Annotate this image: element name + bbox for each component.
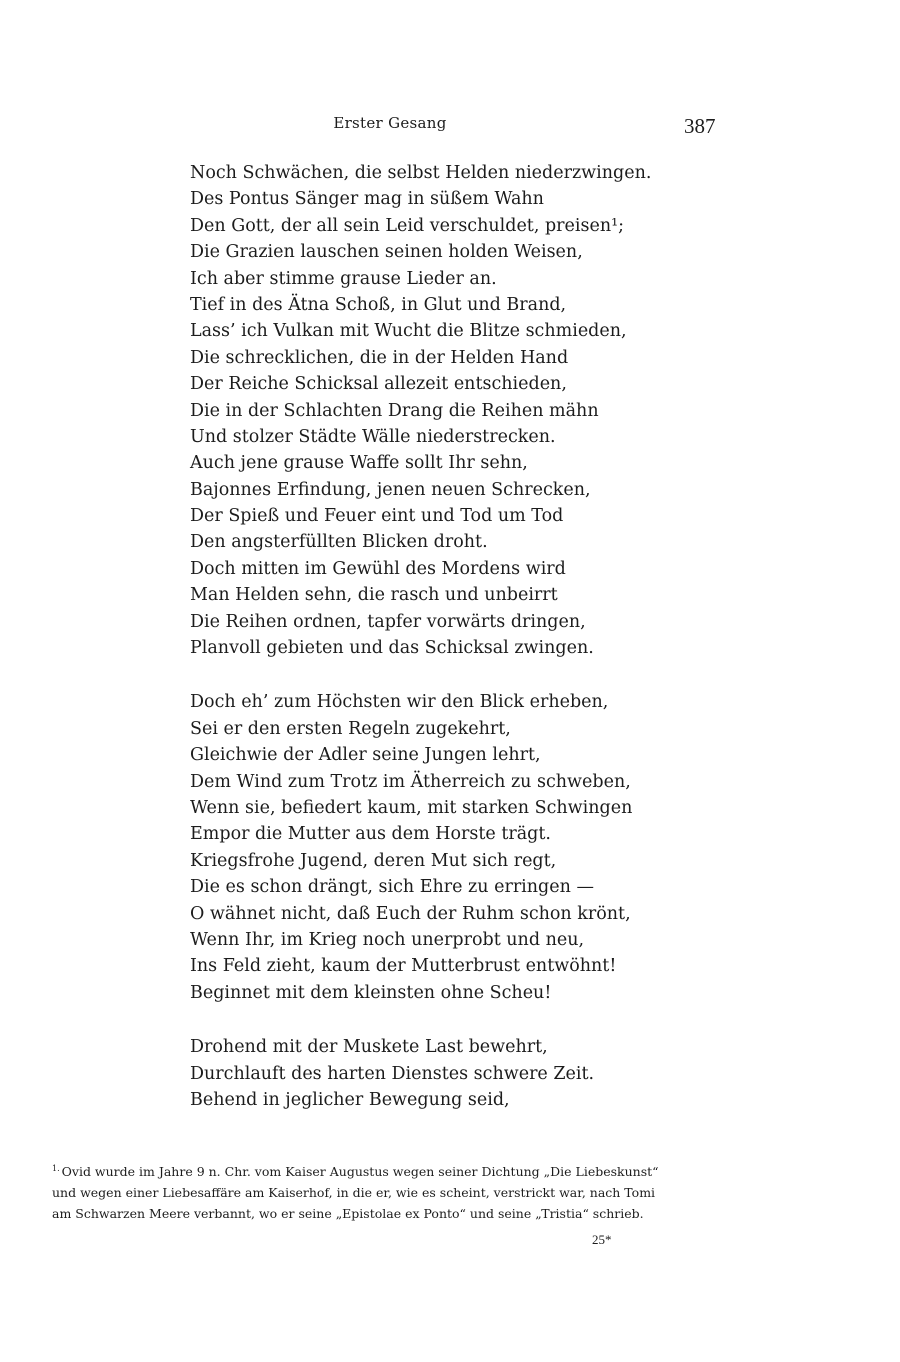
verse-line: Die es schon drängt, sich Ehre zu erringen — xyxy=(190,877,594,898)
verse-line: Die Reihen ordnen, tapfer vorwärts dringen, xyxy=(190,611,586,632)
verse-line: Der Spieß und Feuer eint und Tod um Tod xyxy=(190,506,564,527)
verse-line: Ich aber stimme grause Lieder an. xyxy=(190,268,497,289)
verse-line: Wenn Ihr, im Krieg noch unerprobt und neu, xyxy=(190,929,585,950)
page-number: 387 xyxy=(684,114,716,138)
printer-signature-mark: 25* xyxy=(592,1232,612,1247)
verse-line: Ins Feld zieht, kaum der Mutterbrust entwöhnt! xyxy=(190,956,617,977)
verse-line: Und stolzer Städte Wälle niederstrecken. xyxy=(190,426,556,447)
verse-line: Noch Schwächen, die selbst Helden niederzwingen. xyxy=(190,163,652,183)
stanza xyxy=(190,1034,610,1113)
verse-line: O wähnet nicht, daß Euch der Ruhm schon krönt, xyxy=(190,903,631,924)
verse-line: Die Grazien lauschen seinen holden Weisen, xyxy=(190,242,583,263)
footnote-line xyxy=(52,1203,717,1224)
poem-text xyxy=(190,160,652,1113)
footnote-text: am Schwarzen Meere verbannt, wo er seine „Epistolae ex Ponto“ und seine „Tristia“ schrieb. xyxy=(52,1206,644,1221)
verse-line: Sei er den ersten Regeln zugekehrt, xyxy=(190,718,511,739)
verse-line: Planvoll gebieten und das Schicksal zwingen. xyxy=(190,638,594,659)
footnote-line xyxy=(52,1158,717,1182)
verse-line: Den angsterfüllten Blicken droht. xyxy=(190,532,488,553)
verse-line: Bajonnes Erfindung, jenen neuen Schrecken, xyxy=(190,479,591,500)
footnote-text: Ovid wurde im Jahre 9 n. Chr. vom Kaiser Augustus wegen seiner Dichtung „Die Liebeskunst“ xyxy=(61,1164,659,1179)
verse-line: Die schrecklichen, die in der Helden Hand xyxy=(190,347,569,368)
verse-line: Drohend mit der Muskete Last bewehrt, xyxy=(190,1037,548,1058)
verse-line: Den Gott, der all sein Leid verschuldet, preisen¹; xyxy=(190,215,624,236)
verse-line: Wenn sie, befiedert kaum, mit starken Schwingen xyxy=(190,797,633,818)
stanza xyxy=(190,689,633,1006)
verse-line: Empor die Mutter aus dem Horste trägt. xyxy=(190,824,551,845)
verse-line: Des Pontus Sänger mag in süßem Wahn xyxy=(190,189,544,210)
verse-line: Tief in des Ätna Schoß, in Glut und Brand, xyxy=(190,294,567,315)
footnote-marker: 1. xyxy=(52,1164,60,1173)
verse-line: Beginnet mit dem kleinsten ohne Scheu! xyxy=(190,982,552,1003)
verse-line: Behend in jeglicher Bewegung seid, xyxy=(190,1089,510,1110)
verse-line: Der Reiche Schicksal allezeit entschieden, xyxy=(190,374,567,395)
verse-line: Doch eh’ zum Höchsten wir den Blick erheben, xyxy=(190,692,609,713)
verse-line: Die in der Schlachten Drang die Reihen mähn xyxy=(190,400,599,421)
stanza xyxy=(190,160,652,661)
footnote xyxy=(52,1158,717,1224)
running-title: Erster Gesang xyxy=(333,114,447,132)
verse-line: Dem Wind zum Trotz im Ätherreich zu schweben, xyxy=(190,771,631,792)
verse-line: Kriegsfrohe Jugend, deren Mut sich regt, xyxy=(190,850,557,871)
verse-line: Gleichwie der Adler seine Jungen lehrt, xyxy=(190,745,541,766)
verse-line: Auch jene grause Waffe sollt Ihr sehn, xyxy=(190,453,528,474)
footnote-text: und wegen einer Liebesaffäre am Kaiserhof, in die er, wie es scheint, verstrickt war, nach Tomi xyxy=(52,1185,656,1200)
verse-line: Man Helden sehn, die rasch und unbeirrt xyxy=(190,585,558,606)
verse-line: Doch mitten im Gewühl des Mordens wird xyxy=(190,558,566,579)
verse-line: Lass’ ich Vulkan mit Wucht die Blitze schmieden, xyxy=(190,321,627,342)
footnote-line xyxy=(52,1182,717,1203)
verse-line: Durchlauft des harten Dienstes schwere Zeit. xyxy=(190,1063,595,1084)
